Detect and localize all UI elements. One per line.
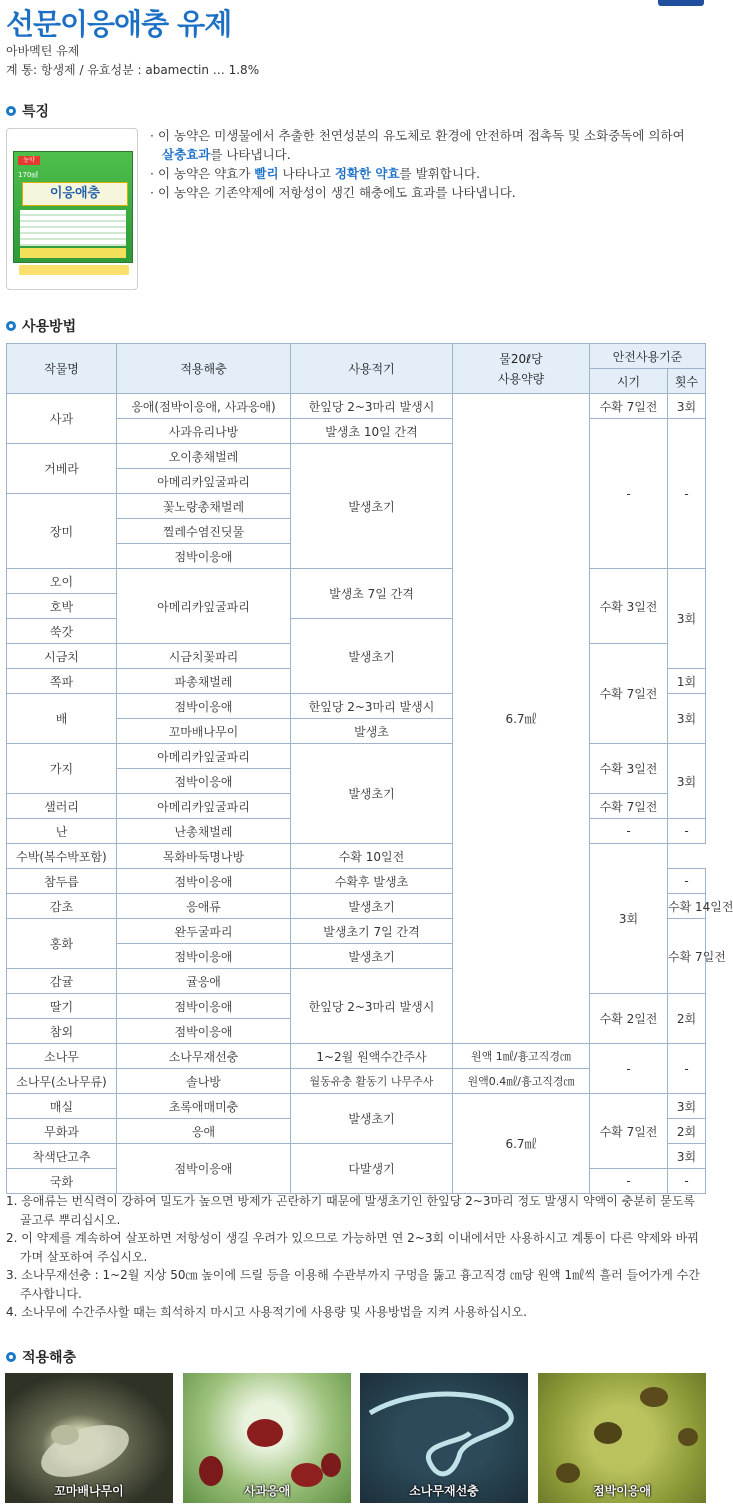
crop-cell: 딸기 (7, 994, 117, 1019)
timing-cell: 발생초 10일 간격 (291, 419, 453, 444)
package-box (13, 151, 133, 263)
pest-photo-nematode (360, 1373, 528, 1503)
pest-cell: 파총채벌레 (117, 669, 291, 694)
pest-cell: 꽃노랑총채벌레 (117, 494, 291, 519)
package-table-graphic (20, 210, 126, 246)
crop-cell: 소나무 (7, 1044, 117, 1069)
times-cell: 2회 (668, 994, 706, 1044)
pest-cell: 점박이응애 (117, 769, 291, 794)
col-crop: 작물명 (7, 344, 117, 394)
corner-tab[interactable] (658, 0, 704, 6)
crop-cell: 샐러리 (7, 794, 117, 819)
col-times: 횟수 (668, 369, 706, 394)
crop-cell: 난 (7, 819, 117, 844)
pest-cell: 응애 (117, 1119, 291, 1144)
pest-photo-apple-mite (183, 1373, 351, 1503)
times-cell: 3회 (668, 1144, 706, 1169)
bullet-ring-icon (6, 321, 16, 331)
pest-cell: 점박이응애 (117, 694, 291, 719)
product-subtitle: 아바멕틴 유제 (6, 44, 80, 58)
dose-cell: 원액0.4㎖/흉고직경㎝ (453, 1069, 590, 1094)
timing-cell: 발생초기 (291, 1094, 453, 1144)
pest-cell: 점박이응애 (117, 869, 291, 894)
crop-cell: 참두릅 (7, 869, 117, 894)
pest-cell: 아메리카잎굴파리 (117, 744, 291, 769)
feature-item: · 이 농약은 약효가 빨리 나타나고 정확한 약효를 발휘합니다. (150, 166, 480, 181)
timing-cell: 발생초 (291, 719, 453, 744)
timing-cell: 발생초기 (291, 944, 453, 969)
package-footer-graphic (20, 248, 126, 258)
times-cell: 3회 (668, 394, 706, 419)
dose-cell: 원액 1㎖/흉고직경㎝ (453, 1044, 590, 1069)
timing-cell: 발생초기 (291, 744, 453, 844)
features-list (150, 126, 700, 202)
pest-caption: 꼬마배나무이 (54, 1484, 124, 1498)
pest-cell: 완두굴파리 (117, 919, 291, 944)
timing-cell: 한잎당 2~3마리 발생시 (291, 694, 453, 719)
pest-cell: 솔나방 (117, 1069, 291, 1094)
pest-cell: 응애류 (117, 894, 291, 919)
note-item: 3. 소나무재선충 : 1~2월 지상 50㎝ 높이에 드릴 등을 이용해 수관부까지 구멍을 뚫고 흉고직경 ㎝당 원액 1㎖씩 흘러 들어가게 수간주사합니다. (6, 1268, 700, 1301)
pest-cell: 점박이응애 (117, 1019, 291, 1044)
usage-notes (6, 1192, 706, 1322)
table-row (7, 844, 706, 869)
usage-heading-label: 사용방법 (22, 319, 77, 335)
times-cell: 3회 (668, 1094, 706, 1119)
table-row (7, 1044, 706, 1069)
period-cell: 수확 10일전 (291, 844, 453, 869)
pest-cell: 초록애매미충 (117, 1094, 291, 1119)
usage-table (6, 343, 733, 1194)
crop-cell: 소나무(소나무류) (7, 1069, 117, 1094)
dose-cell: 6.7㎖ (453, 394, 590, 1044)
pest-cell: 사과유리나방 (117, 419, 291, 444)
note-item: 4. 소나무에 수간주사할 때는 희석하지 마시고 사용적기에 사용량 및 사용방법을 지켜 사용하십시오. (6, 1305, 527, 1319)
crop-cell: 국화 (7, 1169, 117, 1194)
crop-cell: 호박 (7, 594, 117, 619)
pest-cell: 소나무재선충 (117, 1044, 291, 1069)
package-volume: 170㎖ (18, 171, 39, 179)
table-row (7, 394, 706, 419)
pest-cell: 찔레수염진딧물 (117, 519, 291, 544)
times-cell: 3회 (668, 569, 706, 669)
pest-cell: 아메리카잎굴파리 (117, 569, 291, 644)
times-cell: 2회 (668, 1119, 706, 1144)
crop-cell: 쪽파 (7, 669, 117, 694)
timing-cell: 발생초기 (291, 894, 453, 919)
col-dose-line1: 물20ℓ당 (499, 351, 543, 366)
col-timing: 사용적기 (291, 344, 453, 394)
crop-cell: 장미 (7, 494, 117, 569)
period-cell: - (590, 419, 668, 569)
crop-cell: 수박(복수박포함) (7, 844, 117, 869)
times-cell: 3회 (590, 844, 668, 994)
period-cell: 수확 3일전 (590, 569, 668, 644)
col-period: 시기 (590, 369, 668, 394)
crop-cell: 가지 (7, 744, 117, 794)
crop-cell: 착색단고추 (7, 1144, 117, 1169)
period-cell: - (590, 1044, 668, 1094)
period-cell: 수확 7일전 (668, 919, 706, 994)
table-row (7, 744, 706, 769)
times-cell: 1회 (668, 669, 706, 694)
period-cell: 수확 14일전 (668, 894, 706, 919)
period-cell: 수확 3일전 (590, 744, 668, 794)
pest-photo-psyllid (5, 1373, 173, 1503)
timing-cell: 다발생기 (291, 1144, 453, 1194)
timing-cell: 발생초 7일 간격 (291, 569, 453, 619)
col-dose (453, 344, 590, 394)
table-header-row (7, 344, 706, 369)
page-title: 선문이응애충 유제 (6, 7, 232, 41)
period-cell: - (590, 819, 668, 844)
pest-cell: 꼬마배나무이 (117, 719, 291, 744)
timing-cell: 월동유충 활동기 나무주사 (291, 1069, 453, 1094)
period-cell: 수확 7일전 (590, 1094, 668, 1169)
times-cell: 3회 (668, 744, 706, 819)
crop-cell: 오이 (7, 569, 117, 594)
pest-photo-spider-mite (538, 1373, 706, 1503)
crop-cell: 거베라 (7, 444, 117, 494)
timing-cell: 한잎당 2~3마리 발생시 (291, 969, 453, 1044)
period-cell: 수확 7일전 (590, 394, 668, 419)
pest-cell: 아메리카잎굴파리 (117, 794, 291, 819)
classification-line: 계 통: 항생제 / 유효성분 : abamectin … 1.8% (6, 63, 260, 77)
crop-cell: 참외 (7, 1019, 117, 1044)
times-cell: - (668, 419, 706, 569)
pest-gallery (5, 1373, 706, 1503)
table-row (7, 569, 706, 594)
dose-cell: 6.7㎖ (453, 1094, 590, 1194)
pests-heading-label: 적용해충 (22, 1350, 77, 1366)
timing-cell: 1~2월 원액수간주사 (291, 1044, 453, 1069)
crop-cell: 쑥갓 (7, 619, 117, 644)
crop-cell: 매실 (7, 1094, 117, 1119)
crop-cell: 감초 (7, 894, 117, 919)
period-cell: 수확 7일전 (590, 794, 668, 819)
pest-cell: 점박이응애 (117, 544, 291, 569)
package-warning-strip (19, 265, 129, 275)
crop-cell: 배 (7, 694, 117, 744)
features-heading-label: 특징 (22, 104, 50, 120)
period-cell: 수확 7일전 (590, 644, 668, 744)
crop-cell: 무화과 (7, 1119, 117, 1144)
pest-cell: 목화바둑명나방 (117, 844, 291, 869)
pest-caption: 사과응애 (243, 1484, 291, 1498)
crop-cell: 사과 (7, 394, 117, 444)
table-row (7, 1094, 706, 1119)
bullet-ring-icon (6, 106, 16, 116)
note-item: 2. 이 약제를 계속하여 살포하면 저항성이 생길 우려가 있으므로 가능하면 연 2~3회 이내에서만 사용하시고 계통이 다른 약제와 바꿔가며 살포하여 주십시오. (6, 1231, 699, 1264)
pest-cell: 난총채벌레 (117, 819, 291, 844)
pest-cell: 응애(점박이응애, 사과응애) (117, 394, 291, 419)
pest-cell: 귤응애 (117, 969, 291, 994)
period-cell: - (668, 869, 706, 894)
crop-cell: 홍화 (7, 919, 117, 969)
col-pest: 적용해충 (117, 344, 291, 394)
product-package-image (6, 128, 138, 290)
feature-item: · 이 농약은 기존약제에 저항성이 생긴 해충에도 효과를 나타냅니다. (150, 185, 516, 200)
features-heading (6, 101, 49, 121)
period-cell: - (590, 1169, 668, 1194)
package-name: 이응애충 (22, 182, 128, 206)
timing-cell: 수확후 발생초 (291, 869, 453, 894)
usage-heading (6, 316, 76, 336)
period-cell: 수확 2일전 (590, 994, 668, 1044)
pest-cell: 점박이응애 (117, 1144, 291, 1194)
times-cell: - (668, 1044, 706, 1094)
bullet-ring-icon (6, 1352, 16, 1362)
timing-cell: 한잎당 2~3마리 발생시 (291, 394, 453, 419)
note-item: 1. 응애류는 번식력이 강하여 밀도가 높으면 방제가 곤란하기 때문에 발생초기인 한잎당 2~3마리 정도 발생시 약액이 충분히 묻도록 골고루 뿌리십시오. (6, 1194, 696, 1227)
feature-item: · 이 농약은 미생물에서 추출한 천연성분의 유도체로 환경에 안전하며 접촉독 및 소화중독에 의하여 살충효과를 나타냅니다. (150, 128, 685, 162)
pest-cell: 점박이응애 (117, 944, 291, 969)
pest-cell: 점박이응애 (117, 994, 291, 1019)
pest-cell: 아메리카잎굴파리 (117, 469, 291, 494)
pest-cell: 오이총채벌레 (117, 444, 291, 469)
pest-caption: 점박이응애 (593, 1484, 651, 1498)
timing-cell: 발생초기 (291, 619, 453, 694)
times-cell: 3회 (668, 694, 706, 744)
col-dose-line2: 사용약량 (497, 371, 545, 386)
times-cell: - (668, 819, 706, 844)
timing-cell: 발생초기 7일 간격 (291, 919, 453, 944)
pests-heading (6, 1347, 76, 1367)
pest-caption: 소나무재선충 (409, 1484, 479, 1498)
col-safety: 안전사용기준 (590, 344, 706, 369)
crop-cell: 감귤 (7, 969, 117, 994)
crop-cell: 시금치 (7, 644, 117, 669)
times-cell: - (668, 1169, 706, 1194)
timing-cell: 발생초기 (291, 444, 453, 569)
package-tag: 농약 (18, 156, 40, 165)
pest-cell: 시금치꽃파리 (117, 644, 291, 669)
